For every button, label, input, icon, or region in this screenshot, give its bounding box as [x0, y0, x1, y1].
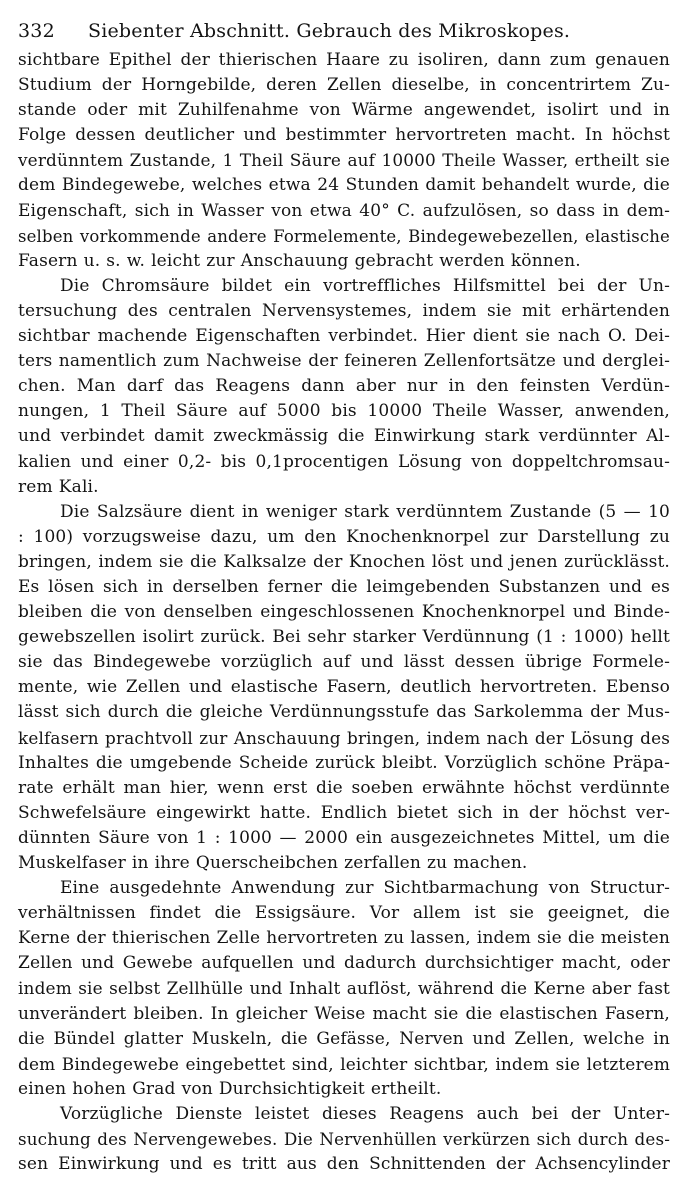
text-line: Studium der Horngebilde, deren Zellen dieselbe, in concentrirtem Zu-	[18, 75, 670, 96]
text-line: : 100) vorzugsweise dazu, um den Knochenknorpel zur Darstellung zu	[18, 526, 670, 547]
text-line: Schwefelsäure eingewirkt hatte. Endlich bietet sich in der höchst ver-	[18, 802, 670, 823]
text-line: einen hohen Grad von Durchsichtigkeit ertheilt.	[18, 1078, 442, 1099]
text-line: rem Kali.	[18, 476, 99, 497]
text-line: selben vorkommende andere Formelemente, Bindegewebezellen, elastische	[18, 226, 670, 246]
text-line: Folge dessen deutlicher und bestimmter hervortreten macht. In höchst	[18, 125, 670, 146]
running-title: Siebenter Abschnitt. Gebrauch des Mikroskopes.	[88, 20, 571, 42]
text-line: kelfasern prachtvoll zur Anschauung bringen, indem nach der Lösung des	[18, 727, 670, 748]
text-line: Es lösen sich in derselben ferner die leimgebenden Substanzen und es	[18, 576, 670, 597]
text-line: Fasern u. s. w. leicht zur Anschauung gebracht werden können.	[18, 250, 581, 271]
text-line: verhältnissen findet die Essigsäure. Vor allem ist sie geeignet, die	[18, 903, 670, 924]
text-line: Die Chromsäure bildet ein vortreffliches Hilfsmittel bei der Un-	[60, 275, 670, 296]
text-line: Zellen und Gewebe aufquellen und dadurch durchsichtiger macht, oder	[18, 953, 670, 974]
text-line: und verbindet damit zweckmässig die Einwirkung stark verdünnter Al-	[18, 426, 670, 447]
text-line: gewebszellen isolirt zurück. Bei sehr starker Verdünnung (1 : 1000) hellt	[18, 627, 670, 648]
text-line: Kerne der thierischen Zelle hervortreten zu lassen, indem sie die meisten	[18, 928, 670, 949]
text-line: verdünntem Zustande, 1 Theil Säure auf 10000 Theile Wasser, ertheilt sie	[18, 150, 670, 171]
text-line: sichtbar machende Eigenschaften verbindet. Hier dient sie nach O. Dei-	[18, 326, 670, 347]
running-head	[18, 18, 670, 44]
text-line: ters namentlich zum Nachweise der feineren Zellenfortsätze und derglei-	[18, 351, 670, 372]
text-line: Muskelfaser in ihre Querscheibchen zerfallen zu machen.	[18, 853, 528, 873]
text-line: bleiben die von denselben eingeschlossenen Knochenknorpel und Binde-	[18, 602, 670, 623]
text-line: rate erhält man hier, wenn erst die soeben erwähnte höchst verdünnte	[18, 777, 670, 798]
text-line: Vorzügliche Dienste leistet dieses Reagens auch bei der Unter-	[60, 1103, 670, 1124]
text-line: Eine ausgedehnte Anwendung zur Sichtbarmachung von Structur-	[60, 878, 670, 899]
text-line: lässt sich durch die gleiche Verdünnungsstufe das Sarkolemma der Mus-	[18, 702, 670, 723]
text-line: dünnten Säure von 1 : 1000 — 2000 ein ausgezeichnetes Mittel, um die	[18, 827, 670, 848]
paragraph-5	[18, 1102, 670, 1177]
text-line: unverändert bleiben. In gleicher Weise macht sie die elastischen Fasern,	[18, 1003, 670, 1024]
text-line: chen. Man darf das Reagens dann aber nur in den feinsten Verdün-	[18, 376, 670, 397]
text-line: indem sie selbst Zellhülle und Inhalt auflöst, während die Kerne aber fast	[18, 978, 670, 999]
paragraph-1	[18, 48, 670, 274]
text-line: kalien und einer 0,2- bis 0,1procentigen Lösung von doppeltchromsau-	[18, 451, 670, 472]
text-line: dem Bindegewebe, welches etwa 24 Stunden damit behandelt wurde, die	[18, 175, 670, 196]
paragraph-4	[18, 876, 670, 1102]
book-page	[18, 18, 670, 1177]
text-line: mente, wie Zellen und elastische Fasern, deutlich hervortreten. Ebenso	[18, 677, 670, 698]
text-line: Eigenschaft, sich in Wasser von etwa 40° C. aufzulösen, so dass in dem-	[18, 200, 670, 221]
text-line: die Bündel glatter Muskeln, die Gefässe, Nerven und Zellen, welche in	[18, 1028, 670, 1049]
paragraph-3	[18, 500, 670, 876]
text-line: sie das Bindegewebe vorzüglich auf und lässt dessen übrige Formele-	[18, 652, 670, 673]
paragraph-2	[18, 274, 670, 500]
text-line: stande oder mit Zuhilfenahme von Wärme angewendet, isolirt und in	[18, 100, 670, 121]
page-number: 332	[18, 20, 55, 42]
text-line: sichtbare Epithel der thierischen Haare zu isoliren, dann zum genauen	[18, 50, 670, 70]
text-line: Inhaltes die umgebende Scheide zurück bleibt. Vorzüglich schöne Präpa-	[18, 752, 670, 773]
text-line: dem Bindegewebe eingebettet sind, leichter sichtbar, indem sie letzterem	[18, 1053, 670, 1074]
text-line: tersuchung des centralen Nervensystemes, indem sie mit erhärtenden	[18, 300, 670, 321]
text-line: suchung des Nervengewebes. Die Nervenhüllen verkürzen sich durch des-	[18, 1129, 670, 1150]
text-line: nungen, 1 Theil Säure auf 5000 bis 10000 Theile Wasser, anwenden,	[18, 401, 670, 422]
text-line: bringen, indem sie die Kalksalze der Knochen löst und jenen zurücklässt.	[18, 551, 670, 572]
text-line: Die Salzsäure dient in weniger stark verdünntem Zustande (5 — 10	[60, 501, 670, 522]
text-line: sen Einwirkung und es tritt aus den Schnittenden der Achsencylinder	[18, 1154, 670, 1175]
